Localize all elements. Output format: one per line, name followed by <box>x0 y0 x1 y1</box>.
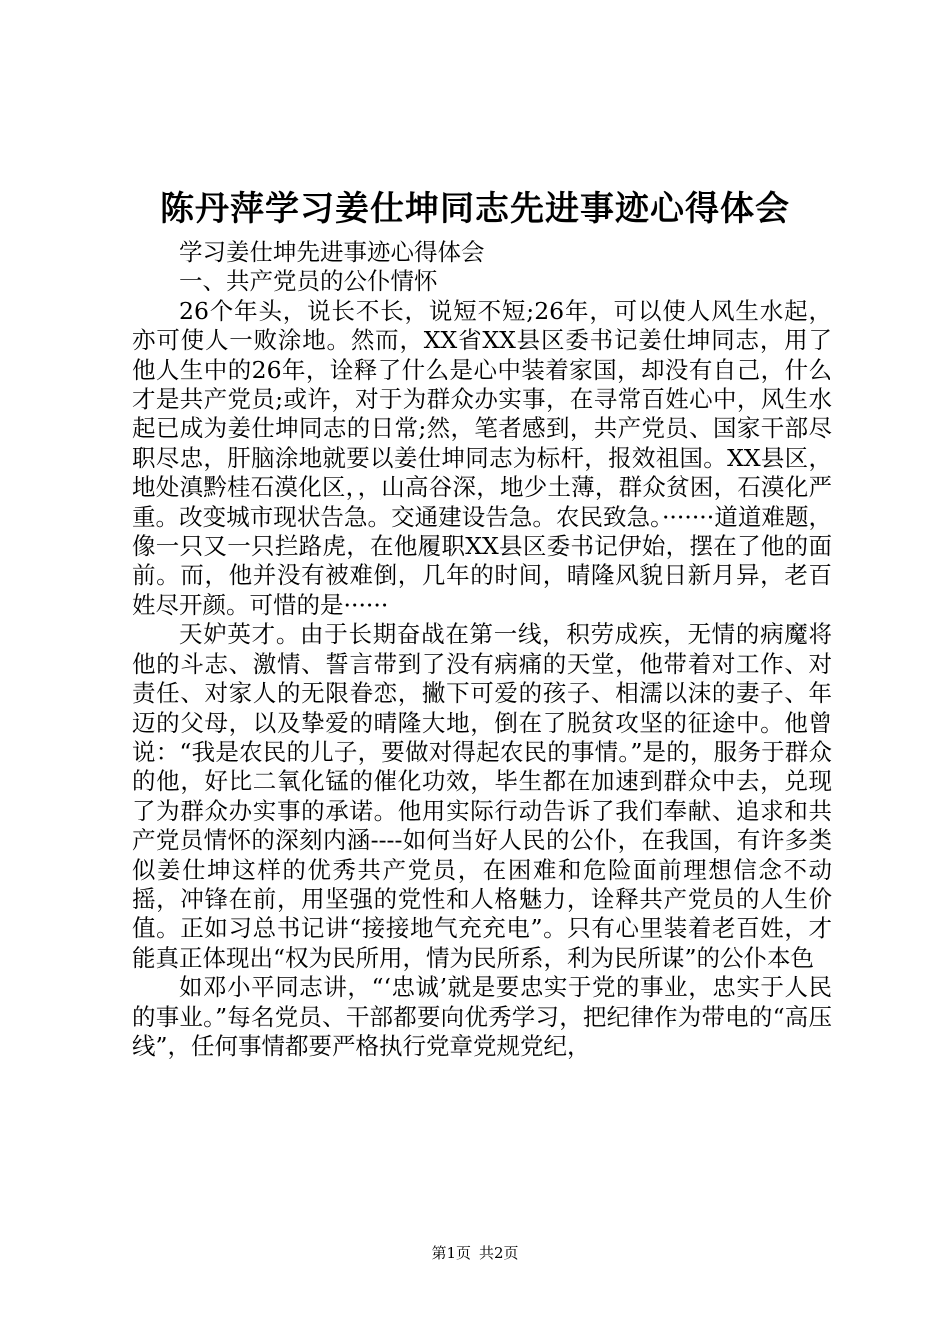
document-title: 陈丹萍学习姜仕坤同志先进事迹心得体会 <box>160 189 790 229</box>
body-paragraph: 如邓小平同志讲，“‘忠诚’就是要忠实于党的事业，忠实于人民的事业。”每名党员、干部都要向优秀学习，把纪律作为带电的“高压线”，任何事情都要严格执行党章党规党纪， <box>132 973 832 1060</box>
body-paragraph: 天妒英才。由于长期奋战在第一线，积劳成疾，无情的病魔将他的斗志、激情、誓言带到了没有病痛的天堂，他带着对工作、对责任、对家人的无限眷恋，撇下可爱的孩子、相濡以沫的妻子、年迈的父母，以及挚爱的晴隆大地，倒在了脱贫攻坚的征途中。他曾说：“我是农民的儿子，要做对得起农民的事情。”是的，服务于群众的他，好比二氧化锰的催化功效，毕生都在加速到群众中去，兑现了为群众办实事的承诺。他用实际行动告诉了我们奉献、追求和共产党员情怀的深刻内涵----如何当好人民的公仆，在我国，有许多类似姜仕坤这样的优秀共产党员，在困难和危险面前理想信念不动摇，冲锋在前，用坚强的党性和人格魅力，诠释共产党员的人生价值。正如习总书记讲“接接地气充充电”。只有心里装着老百姓，才能真正体现出“权为民所用，情为民所系，利为民所谋”的公仆本色 <box>132 620 832 972</box>
page-footer <box>0 1243 950 1263</box>
document-body <box>132 238 832 1061</box>
section-heading: 一、共产党员的公仆情怀 <box>179 267 438 296</box>
page-total: 共2页 <box>479 1244 519 1262</box>
body-paragraph: 26个年头，说长不长，说短不短;26年，可以使人风生水起，亦可使人一败涂地。然而，XX省XX县区委书记姜仕坤同志，用了他人生中的26年，诠释了什么是心中装着家国，却没有自己，什么才是共产党员;或许，对于为群众办实事，在寻常百姓心中，风生水起已成为姜仕坤同志的日常;然，笔者感到，共产党员、国家干部尽职尽忠，肝脑涂地就要以姜仕坤同志为标杆，报效祖国。XX县区，地处滇黔桂石漠化区，，山高谷深，地少土薄，群众贫困，石漠化严重。改变城市现状告急。交通建设告急。农民致急。·······道道难题，像一只又一只拦路虎，在他履职XX县区委书记伊始，摆在了他的面前。而，他并没有被难倒，几年的时间，晴隆风貌日新月异，老百姓尽开颜。可惜的是······ <box>132 296 832 619</box>
page-number: 第1页 <box>431 1244 471 1262</box>
subtitle-paragraph: 学习姜仕坤先进事迹心得体会 <box>179 238 485 266</box>
